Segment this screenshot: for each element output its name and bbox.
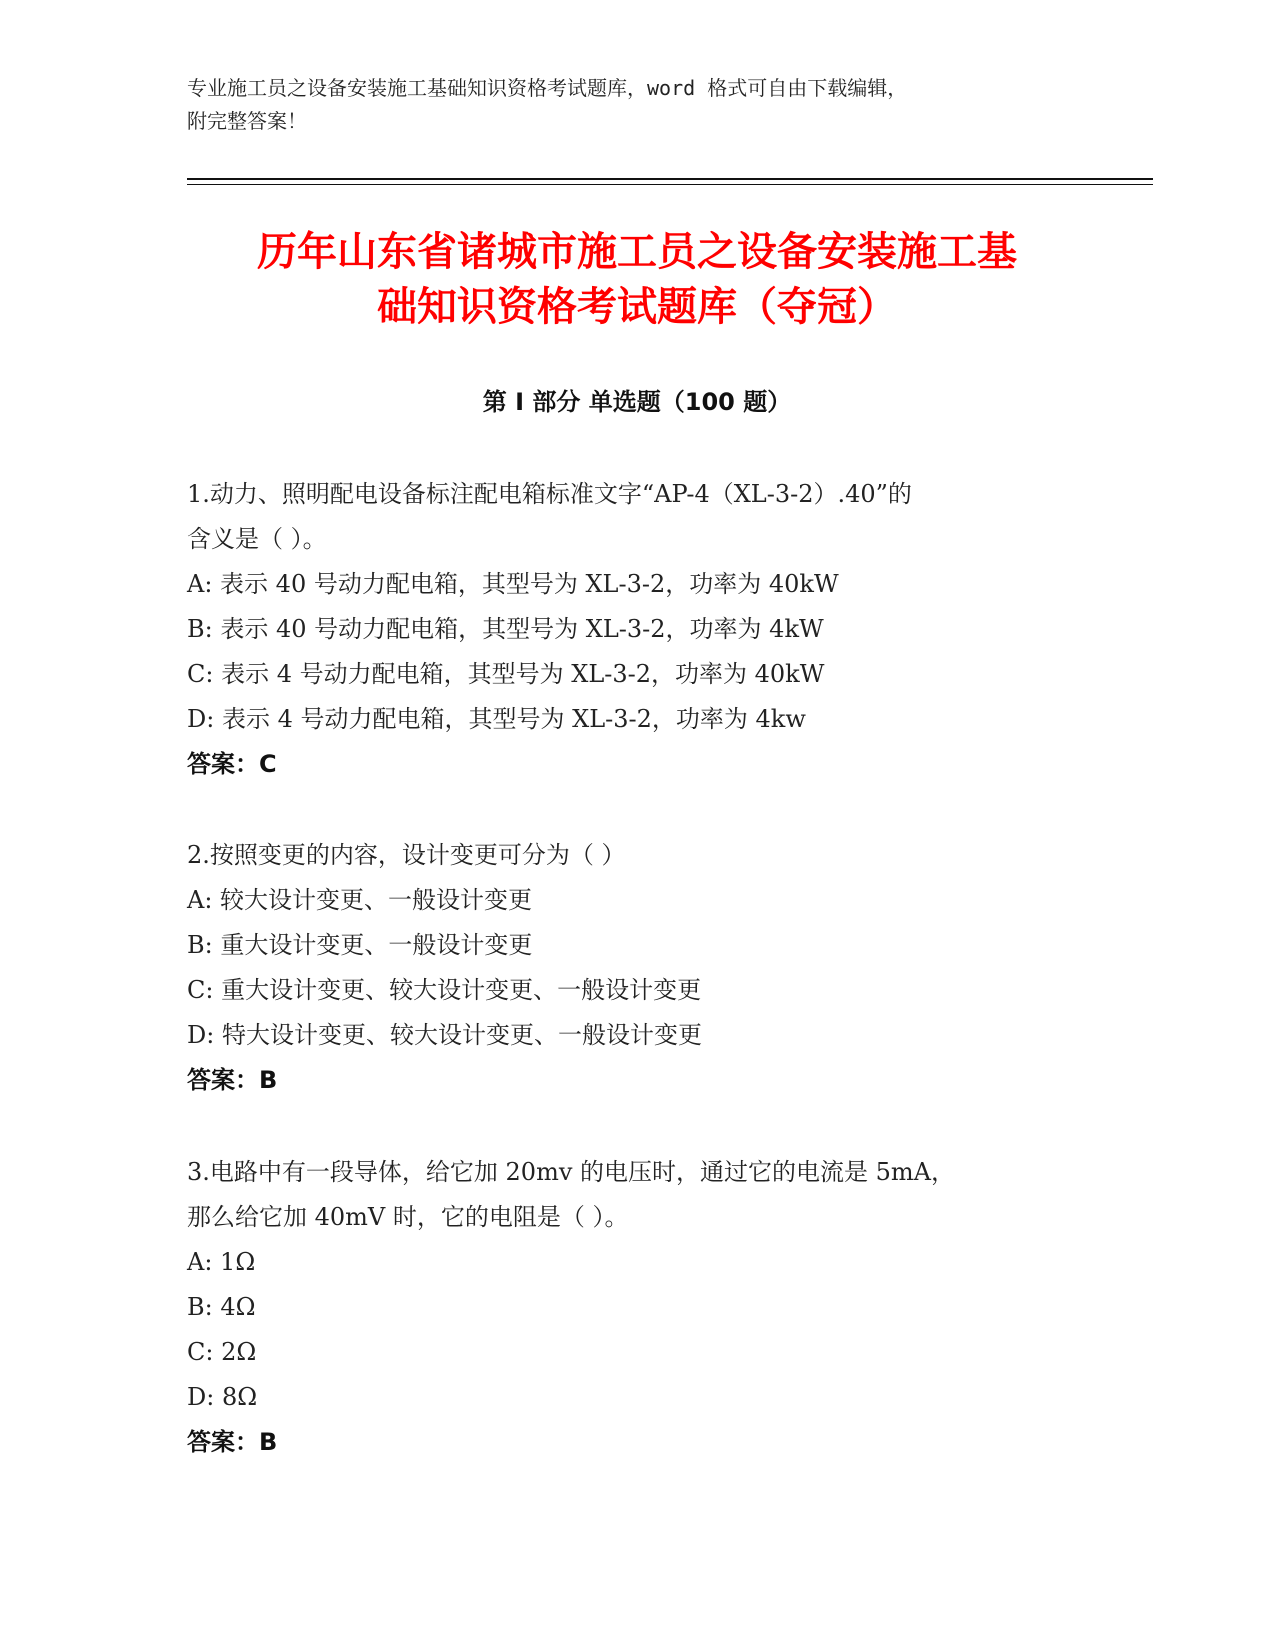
option-a: A: 较大设计变更、一般设计变更	[187, 886, 533, 914]
section-title: 第 I 部分 单选题（100 题）	[482, 388, 792, 416]
question-2	[187, 833, 1087, 1103]
header-divider-thin	[187, 184, 1153, 185]
question-stem: 1.动力、照明配电设备标注配电箱标准文字“AP-4（XL-3-2）.40”的	[187, 480, 912, 508]
answer-line: 答案：B	[187, 1066, 278, 1094]
option-a: A: 1Ω	[187, 1248, 256, 1276]
option-b: B: 表示 40 号动力配电箱，其型号为 XL-3-2，功率为 4kW	[187, 615, 824, 643]
document-title	[187, 225, 1087, 335]
option-b: B: 重大设计变更、一般设计变更	[187, 931, 533, 959]
document-title-line-1: 历年山东省诸城市施工员之设备安装施工基	[257, 229, 1017, 275]
option-c: C: 重大设计变更、较大设计变更、一般设计变更	[187, 976, 702, 1004]
question-stem-continued: 那么给它加 40mV 时，它的电阻是（ ）。	[187, 1203, 629, 1231]
option-d: D: 表示 4 号动力配电箱，其型号为 XL-3-2，功率为 4kw	[187, 705, 806, 733]
option-b: B: 4Ω	[187, 1293, 256, 1321]
option-c: C: 2Ω	[187, 1338, 257, 1366]
question-3	[187, 1150, 1087, 1465]
document-title-line-2: 础知识资格考试题库（夺冠）	[377, 284, 897, 330]
header-divider-thick	[187, 178, 1153, 180]
option-d: D: 8Ω	[187, 1383, 258, 1411]
question-1	[187, 472, 1087, 787]
header-note-line-1: 专业施工员之设备安装施工基础知识资格考试题库，word 格式可自由下载编辑，	[187, 76, 908, 100]
question-stem: 2.按照变更的内容，设计变更可分为（ ）	[187, 841, 626, 869]
option-a: A: 表示 40 号动力配电箱，其型号为 XL-3-2，功率为 40kW	[187, 570, 839, 598]
answer-line: 答案：C	[187, 750, 277, 778]
header-note	[187, 72, 1067, 138]
option-c: C: 表示 4 号动力配电箱，其型号为 XL-3-2，功率为 40kW	[187, 660, 825, 688]
question-stem: 3.电路中有一段导体，给它加 20mv 的电压时，通过它的电流是 5mA，	[187, 1158, 955, 1186]
option-d: D: 特大设计变更、较大设计变更、一般设计变更	[187, 1021, 702, 1049]
question-stem-continued: 含义是（ ）。	[187, 525, 327, 553]
header-note-line-2: 附完整答案！	[187, 109, 307, 133]
answer-line: 答案：B	[187, 1428, 278, 1456]
